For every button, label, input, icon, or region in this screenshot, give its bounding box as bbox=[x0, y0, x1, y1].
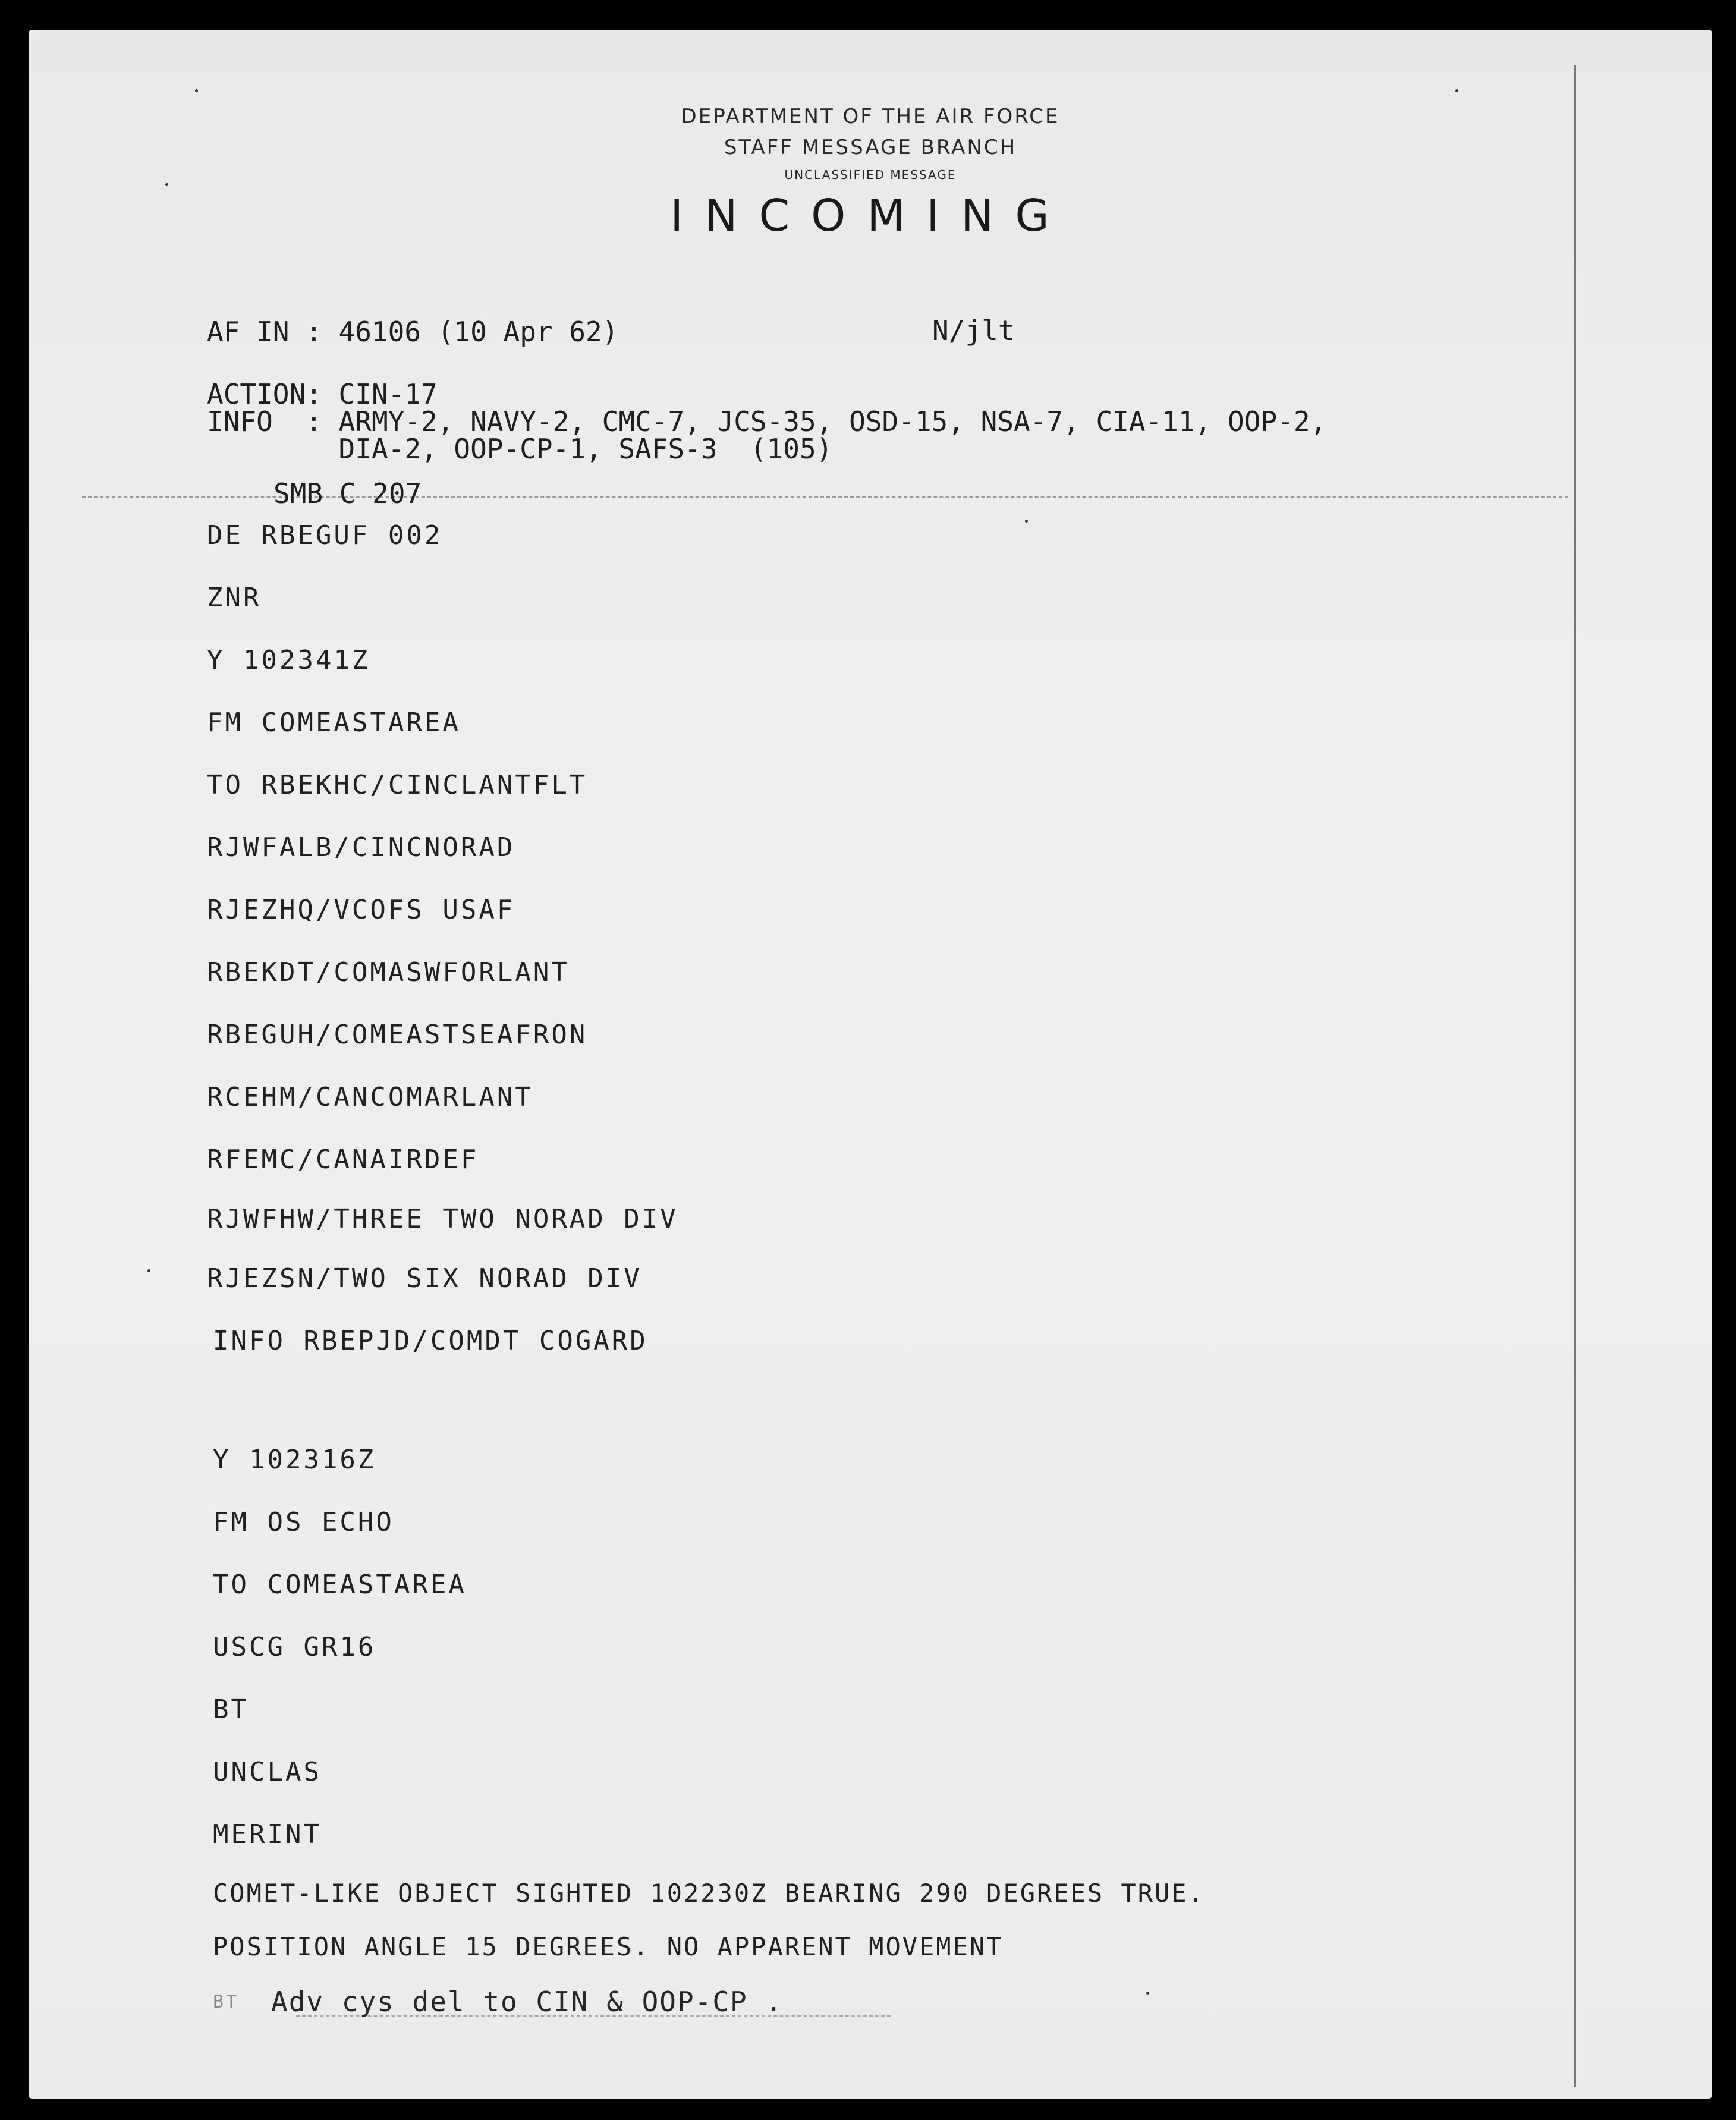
message-line: RJWFALB/CINCNORAD bbox=[207, 832, 515, 863]
message-line: Y 102341Z bbox=[207, 645, 370, 675]
message-line: UNCLAS bbox=[213, 1757, 322, 1787]
info-line-1: INFO : ARMY-2, NAVY-2, CMC-7, JCS-35, OSD-15, NSA-7, CIA-11, OOP-2, bbox=[207, 405, 1327, 438]
branch-heading: STAFF MESSAGE BRANCH bbox=[724, 136, 1017, 159]
right-margin-rule bbox=[1574, 65, 1576, 2087]
action-line: ACTION: CIN-17 bbox=[207, 378, 438, 410]
scan-speck bbox=[1025, 520, 1028, 523]
message-line: ZNR bbox=[207, 583, 262, 613]
handler-initials: N/jlt bbox=[932, 314, 1015, 347]
message-line: RFEMC/CANAIRDEF bbox=[207, 1144, 479, 1175]
message-line: POSITION ANGLE 15 DEGREES. NO APPARENT MOVEMENT bbox=[213, 1932, 1004, 1961]
classification-label: UNCLASSIFIED MESSAGE bbox=[784, 168, 957, 182]
scan-speck bbox=[1146, 1992, 1149, 1995]
scan-speck bbox=[147, 1269, 150, 1272]
message-line: INFO RBEPJD/COMDT COGARD bbox=[213, 1326, 648, 1356]
page-title: INCOMING bbox=[670, 190, 1071, 241]
department-heading: DEPARTMENT OF THE AIR FORCE bbox=[681, 105, 1060, 128]
smb-number: SMB C 207 bbox=[273, 477, 422, 509]
message-line: RJWFHW/THREE TWO NORAD DIV bbox=[207, 1204, 678, 1234]
message-line: MERINT bbox=[213, 1819, 322, 1850]
scan-speck bbox=[195, 89, 198, 92]
message-line: BT bbox=[213, 1694, 249, 1725]
message-line: BT bbox=[213, 1992, 240, 2012]
message-line: Y 102316Z bbox=[213, 1445, 376, 1475]
message-line: COMET-LIKE OBJECT SIGHTED 102230Z BEARING 290 DEGREES TRUE. bbox=[213, 1879, 1205, 1908]
af-in-number: AF IN : 46106 (10 Apr 62) bbox=[207, 316, 619, 348]
handwritten-note: Adv cys del to CIN & OOP-CP . bbox=[271, 1986, 784, 2018]
message-sheet bbox=[29, 30, 1712, 2099]
message-line: RBEKDT/COMASWFORLANT bbox=[207, 957, 570, 987]
message-line: USCG GR16 bbox=[213, 1632, 376, 1662]
message-line: RBEGUH/COMEASTSEAFRON bbox=[207, 1020, 588, 1050]
message-line: RCEHM/CANCOMARLANT bbox=[207, 1082, 533, 1112]
message-line: TO COMEASTAREA bbox=[213, 1569, 467, 1600]
message-line: TO RBEKHC/CINCLANTFLT bbox=[207, 770, 588, 800]
message-line: FM COMEASTAREA bbox=[207, 707, 461, 738]
message-line: DE RBEGUF 002 bbox=[207, 520, 443, 551]
message-line: FM OS ECHO bbox=[213, 1507, 394, 1537]
scan-speck bbox=[165, 183, 168, 186]
scan-speck bbox=[1455, 89, 1458, 92]
message-line: RJEZSN/TWO SIX NORAD DIV bbox=[207, 1263, 642, 1294]
info-line-2: DIA-2, OOP-CP-1, SAFS-3 (105) bbox=[207, 433, 833, 465]
message-line: RJEZHQ/VCOFS USAF bbox=[207, 895, 515, 925]
